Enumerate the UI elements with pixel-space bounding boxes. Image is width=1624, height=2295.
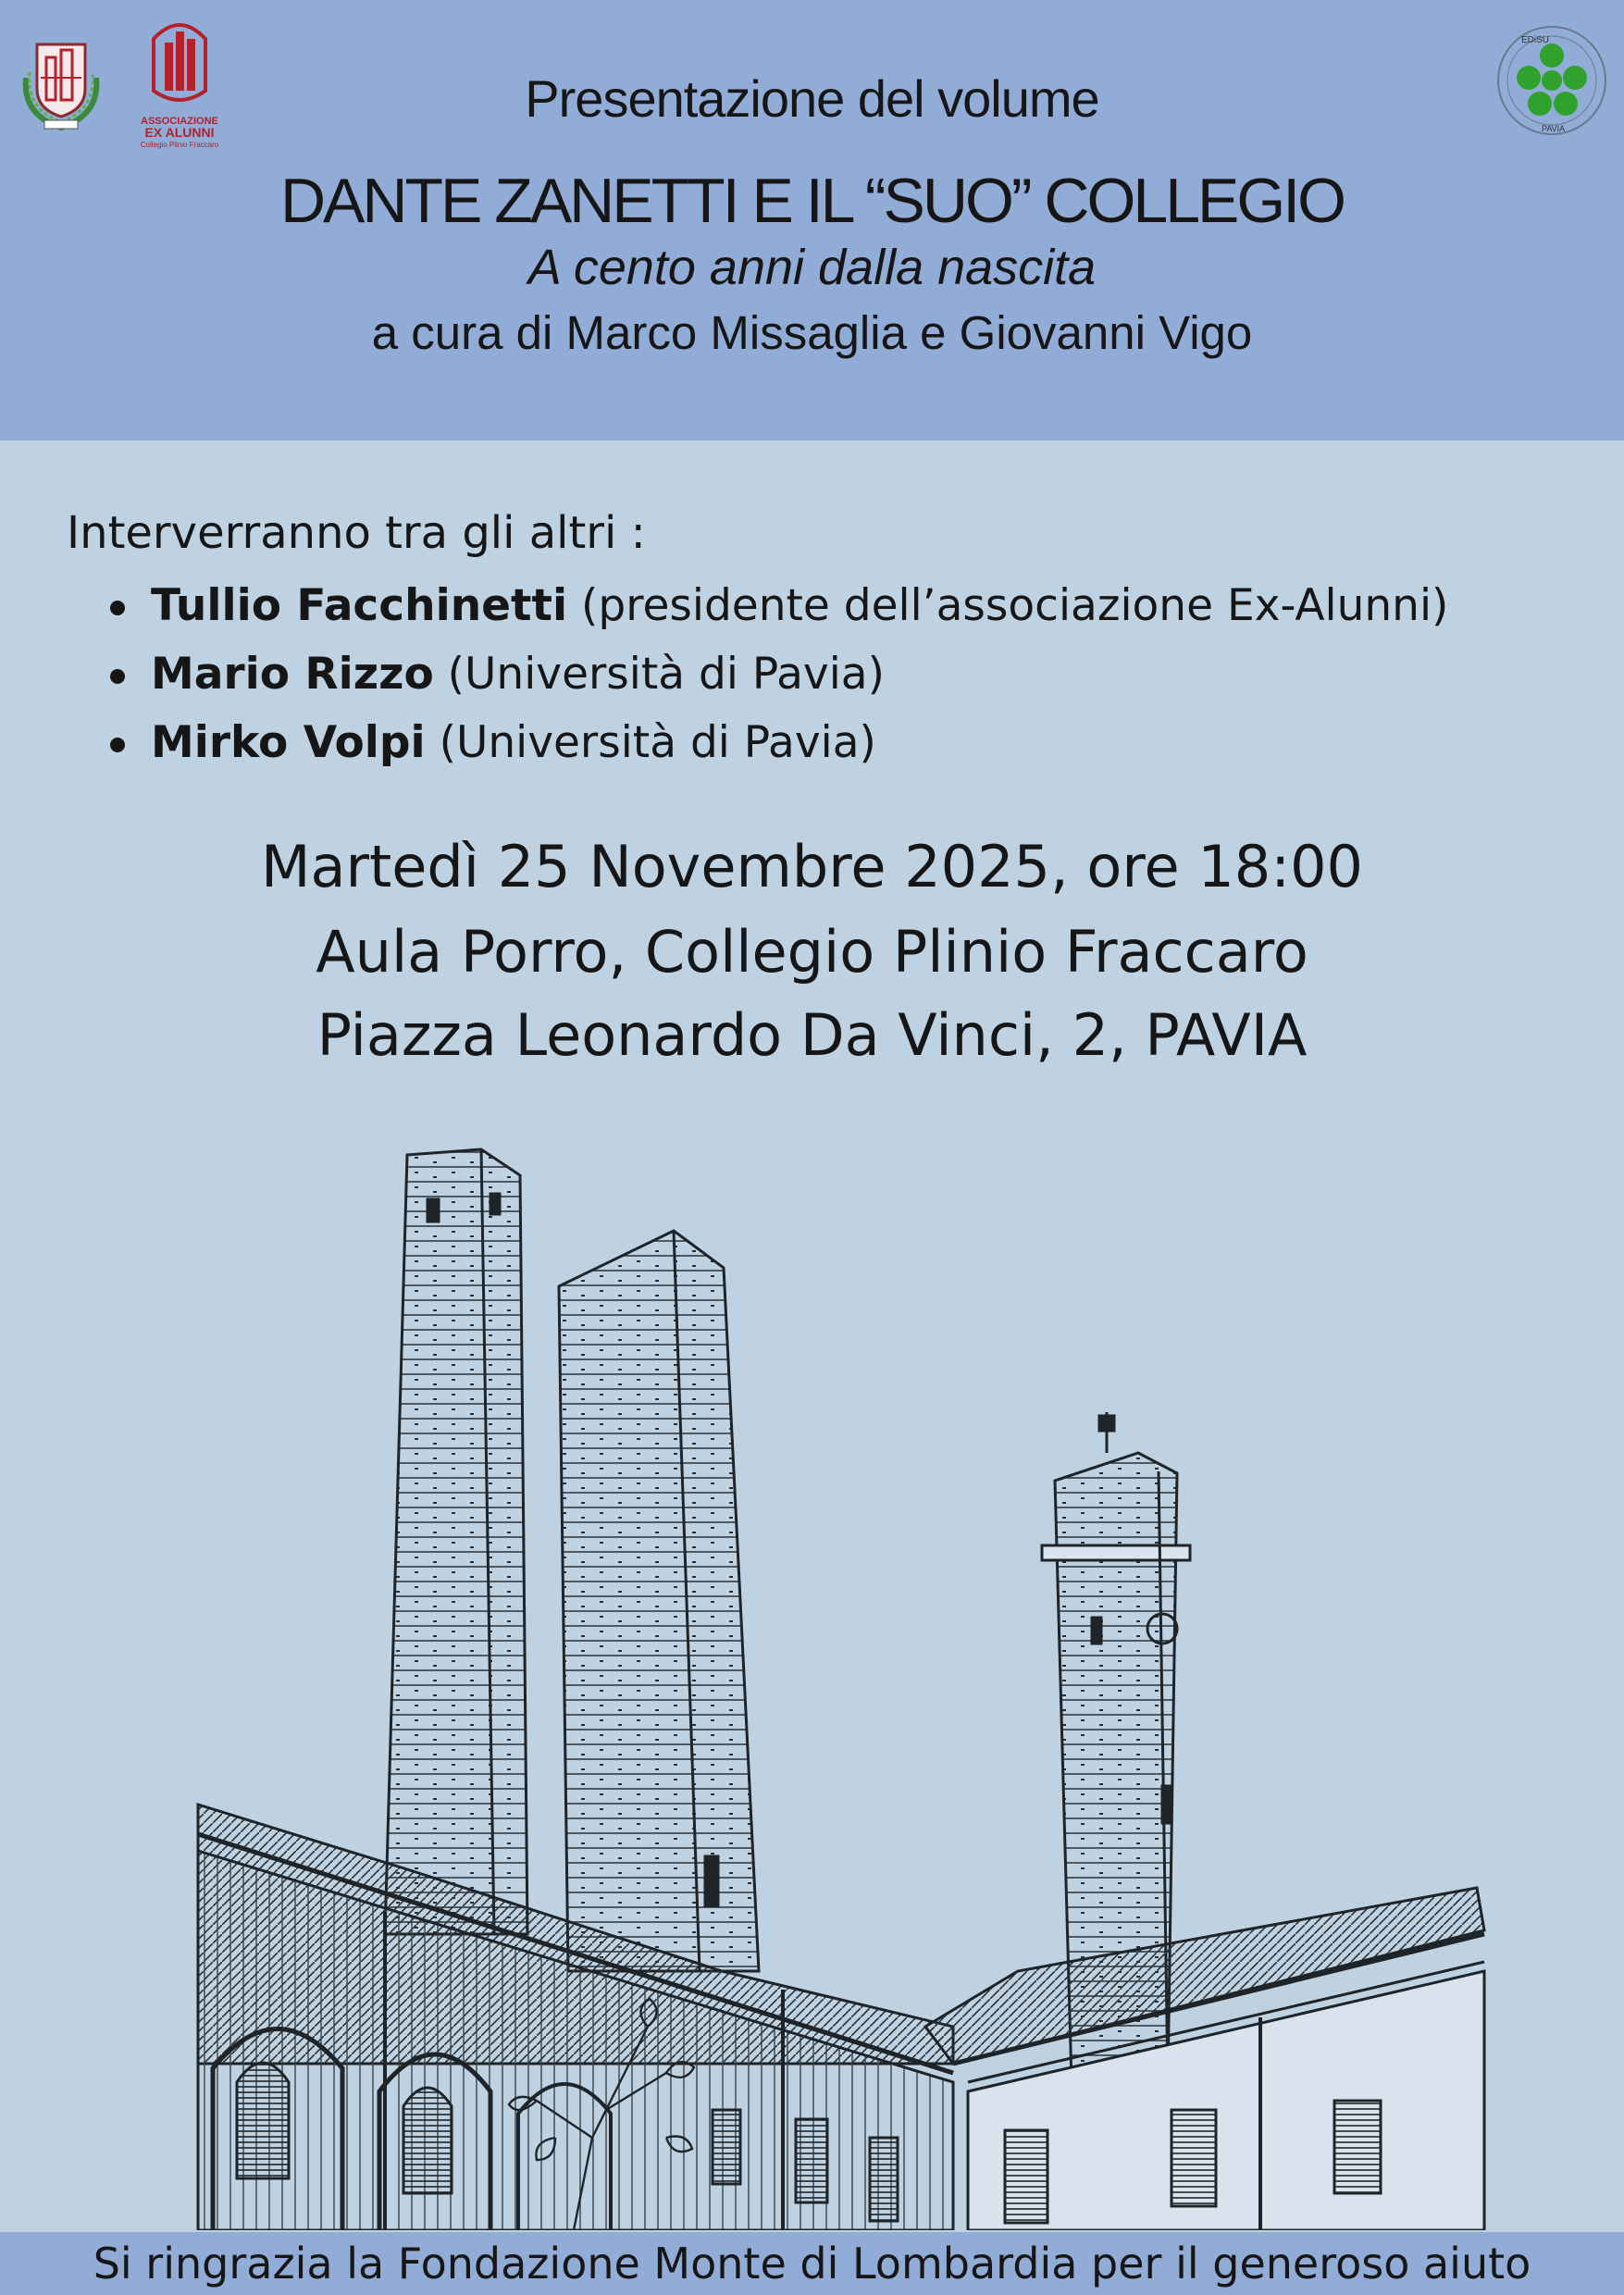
speakers-list [151,572,1448,777]
speaker-role: (Università di Pavia) [433,649,885,700]
speaker-role: (Università di Pavia) [425,717,876,768]
book-editors: a cura di Marco Missaglia e Giovanni Vigo [371,306,1253,359]
tower-center [559,1231,759,1971]
speaker-role: (presidente dell’associazione Ex-Alunni) [567,580,1449,631]
speaker-name: Tullio Facchinetti [151,580,568,631]
ex-alunni-line3: Collegio Plinio Fraccaro [140,141,219,149]
footer-acknowledgement: Si ringrazia la Fondazione Monte di Lombardia per il generoso aiuto [0,2232,1624,2295]
list-item [151,709,1448,777]
bullet-icon [110,738,125,752]
event-room: Aula Porro, Collegio Plinio Fraccaro [316,918,1308,986]
building-right-wing [925,1888,1484,2230]
presentation-line: Presentazione del volume [525,69,1099,128]
speaker-name: Mario Rizzo [151,649,434,700]
book-title: DANTE ZANETTI E IL “SUO” COLLEGIO [279,166,1345,236]
bullet-icon [110,601,125,615]
speakers-intro: Interverranno tra gli altri : [67,507,646,559]
book-subtitle: A cento anni dalla nascita [527,240,1097,295]
ex-alunni-line1: ASSOCIAZIONE [141,116,218,127]
speaker-name: Mirko Volpi [151,717,426,768]
list-item [151,572,1448,640]
edisu-top-label: EDiSU [1521,35,1550,45]
ex-alunni-line2: EX ALUNNI [144,125,215,140]
bullet-icon [110,669,125,684]
event-address: Piazza Leonardo Da Vinci, 2, PAVIA [316,1001,1308,1069]
towers-illustration [185,1138,1499,2230]
tower-left [385,1149,527,1934]
list-item [151,640,1448,709]
header-band [0,0,1624,440]
event-date: Martedì 25 Novembre 2025, ore 18:00 [261,833,1363,900]
edisu-bottom-label: PAVIA [1542,124,1566,133]
